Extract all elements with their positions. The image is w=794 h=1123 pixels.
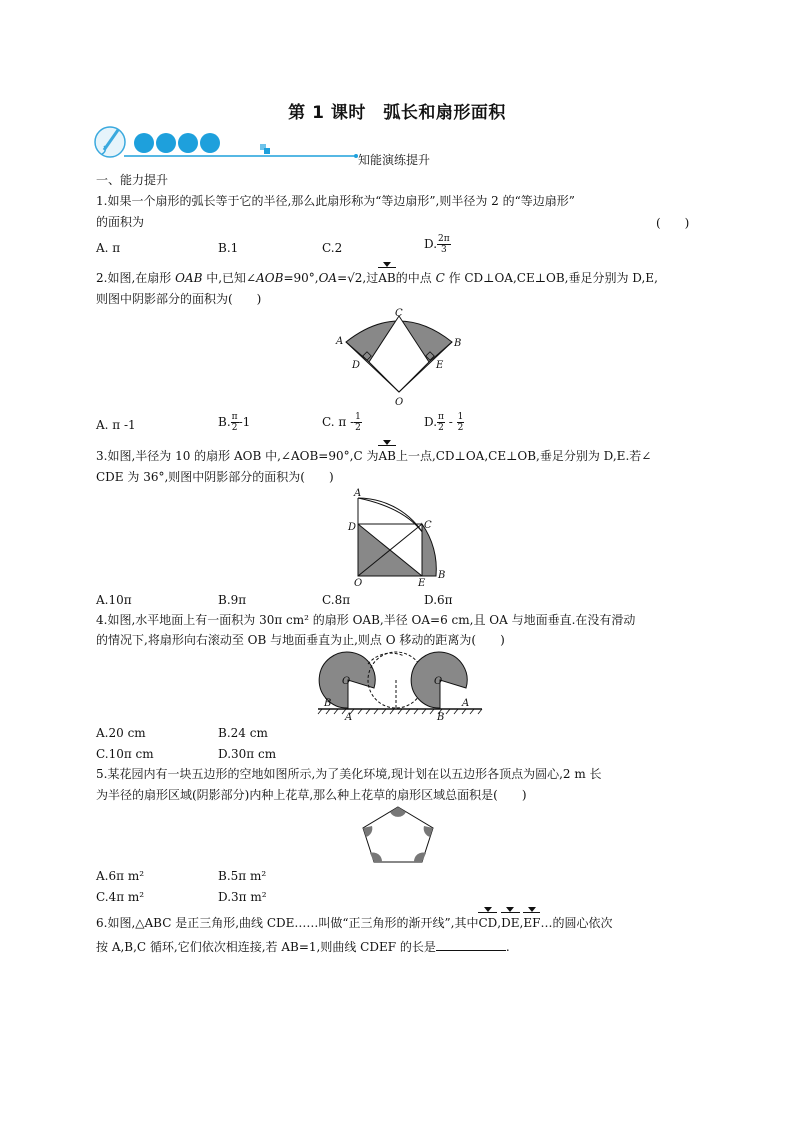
q2-option-d-num1: π: [438, 412, 444, 422]
q3-text-a: 3.如图,半径为 10 的扇形 AOB 中,∠AOB=90°,C 为: [96, 449, 379, 463]
q1-option-a[interactable]: A. π: [96, 241, 121, 255]
q4-line1: 4.如图,水平地面上有一面积为 30π cm² 的扇形 OAB,半径 OA=6 cm,且 OA 与地面垂直.在没有滑动: [96, 613, 636, 627]
q2-option-b-letter: B.: [218, 415, 231, 429]
section-heading: 一、能力提升: [96, 173, 169, 187]
q3-label-a: A: [354, 488, 362, 499]
q2-figure: [330, 306, 470, 410]
q4-label-o1: O: [342, 676, 351, 687]
q3-line2: CDE 为 36°,则图中阴影部分的面积为( ): [96, 470, 334, 484]
q6-text-a: 6.如图,△ABC 是正三角形,曲线 CDE……叫做“正三角形的渐开线”,其中: [96, 916, 479, 930]
q2-text-9: C: [435, 271, 445, 285]
q2-option-b[interactable]: [218, 412, 250, 433]
q5-option-b[interactable]: B.5π m²: [218, 869, 267, 883]
q2-label-c: C: [395, 308, 403, 319]
banner-label: 知能演练提升: [358, 153, 431, 167]
q3-line1: [96, 448, 651, 464]
q1-option-c[interactable]: C.2: [322, 241, 343, 255]
q5-figure: [360, 804, 436, 866]
q2-text-10: 作 CD⊥OA,CE⊥OB,垂足分别为 D,E,: [444, 271, 658, 285]
q2-line1: [96, 270, 658, 286]
q2-option-c-den: 2: [355, 423, 361, 433]
q6-line2: [96, 939, 510, 955]
q3-option-b[interactable]: B.9π: [218, 593, 247, 607]
q2-option-d-den1: 2: [438, 423, 444, 433]
q2-label-o: O: [395, 397, 404, 408]
q3-text-b: 上一点,CD⊥OA,CE⊥OB,垂足分别为 D,E.若∠: [395, 449, 652, 463]
q2-option-d[interactable]: D. $\frac{\pi}{2}$ - $\frac{1}{2}$: [424, 412, 464, 433]
q2-option-b-den: 2: [231, 423, 238, 433]
q3-option-a[interactable]: A.10π: [96, 593, 132, 607]
q3-label-b: B: [438, 570, 446, 581]
q5-line1: 5.某花园内有一块五边形的空地如图所示,为了美化环境,现计划在以五边形各顶点为圆心,2 m 长: [96, 767, 602, 781]
q3-label-o: O: [354, 578, 363, 588]
q2-text-2: OAB: [175, 271, 203, 285]
q3-label-e: E: [418, 578, 426, 588]
q2-option-d-num2: 1: [457, 412, 464, 422]
q2-option-d-frac2: [457, 412, 465, 433]
q4-option-d[interactable]: D.30π cm: [218, 747, 277, 761]
q3-option-d[interactable]: D.6π: [424, 593, 453, 607]
q6-text-end: .: [505, 940, 510, 954]
q4-label-b2: B: [437, 712, 445, 723]
q5-option-d[interactable]: D.3π m²: [218, 890, 267, 904]
q2-option-a[interactable]: A. π -1: [96, 418, 136, 432]
q1-line1: 1.如果一个扇形的弧长等于它的半径,那么此扇形称为“等边扇形”,则半径为 2 的“等边扇形”: [96, 194, 575, 208]
q4-label-o2: O: [434, 676, 443, 687]
q2-text-6: OA: [318, 271, 338, 285]
q2-line2: 则图中阴影部分的面积为( ): [96, 292, 262, 306]
q3-label-c: C: [424, 520, 432, 531]
q4-label-a1: A: [345, 712, 353, 723]
q4-line2: 的情况下,将扇形向右滚动至 OB 与地面垂直为止,则点 O 移动的距离为( ): [96, 633, 505, 647]
q6-arc-ef: EF: [523, 916, 541, 930]
q5-option-a[interactable]: A.6π m²: [96, 869, 145, 883]
q4-option-c[interactable]: C.10π cm: [96, 747, 154, 761]
q2-option-d-den2: 2: [457, 423, 464, 433]
q6-text-c: 按 A,B,C 循环,它们依次相连接,若 AB=1,则曲线 CDEF 的长是: [96, 940, 436, 954]
q2-label-e: E: [436, 360, 444, 371]
q4-label-b1: B: [324, 698, 332, 709]
q6-arc-cd: CD: [478, 916, 498, 930]
q6-answer-blank[interactable]: [436, 950, 506, 951]
q2-label-b: B: [454, 338, 462, 349]
q2-text-8: 的中点: [395, 271, 436, 285]
q2-text-1: 2.如图,在扇形: [96, 271, 176, 285]
q5-option-c[interactable]: C.4π m²: [96, 890, 145, 904]
q3-arc-ab: AB: [378, 449, 396, 463]
q1-option-d-den: 3: [440, 245, 447, 255]
q2-option-d-frac1: [437, 412, 445, 433]
q4-label-a2: A: [462, 698, 470, 709]
q5-line2: 为半径的扇形区域(阴影部分)内种上花草,那么种上花草的扇形区域总面积是( ): [96, 788, 527, 802]
q3-option-c[interactable]: C.8π: [322, 593, 351, 607]
q2-option-c[interactable]: [322, 412, 362, 433]
q2-label-a: A: [336, 336, 344, 347]
q4-option-a[interactable]: A.20 cm: [96, 726, 146, 740]
q2-option-d-letter: D.: [424, 415, 438, 429]
q2-label-d: D: [352, 360, 361, 371]
q2-text-4: AOB: [256, 271, 284, 285]
q1-answer-paren: ( ): [656, 216, 690, 230]
q2-arc-ab: AB: [378, 271, 396, 285]
q2-option-b-fraction: [231, 412, 239, 433]
q1-line2: 的面积为: [96, 215, 145, 229]
q4-figure: [312, 650, 488, 724]
q2-option-c-text: C. π -: [322, 415, 355, 429]
q2-option-c-num: 1: [355, 412, 361, 422]
q2-option-b-tail: -1: [238, 415, 251, 429]
q1-option-d[interactable]: [424, 234, 451, 255]
page-title: 第 1 课时 弧长和扇形面积: [288, 103, 506, 123]
q1-option-b[interactable]: B.1: [218, 241, 239, 255]
q3-label-d: D: [348, 522, 357, 533]
q1-option-d-fraction: [437, 234, 451, 255]
q2-option-b-num: π: [231, 412, 238, 422]
q2-option-c-fraction: [354, 412, 362, 433]
q1-option-d-num: 2π: [438, 234, 450, 244]
q6-arc-de: DE: [501, 916, 520, 930]
q2-text-5: =90°,: [283, 271, 319, 285]
q6-line1: 6.如图,△ABC 是正三角形,曲线 CDE……叫做“正三角形的渐开线”,其中CD,DE,EF…的圆心依次: [96, 916, 613, 930]
q2-text-3: 中,已知∠: [202, 271, 257, 285]
q3-figure: [346, 484, 456, 588]
q1-option-d-letter: D.: [424, 237, 438, 251]
q2-text-7: =√2,过: [337, 271, 379, 285]
q6-text-b: …的圆心依次: [540, 916, 613, 930]
q4-option-b[interactable]: B.24 cm: [218, 726, 268, 740]
